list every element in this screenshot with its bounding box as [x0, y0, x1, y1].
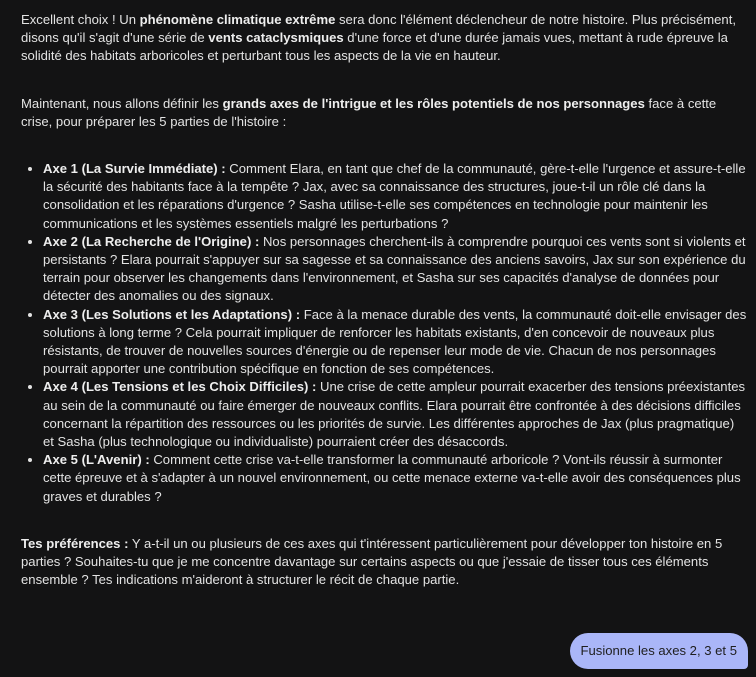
axes-intro-bold: grands axes de l'intrigue et les rôles potentiels de nos personnages: [222, 95, 645, 111]
axis-text: Face à la menace durable des vents, la communauté doit-elle envisager des solutions à long terme ? Cela pourrait impliquer de renforcer les habitats existants, d'en concevoir de nouveaux plus résistants, de trouver de nouvelles sources d'énergie ou de repenser leur mode de vie. Chacun de nos personnages pourrait apporter une contribution spécifique en fonction de ses compétences.: [43, 306, 747, 377]
user-message-container: [570, 633, 749, 669]
list-item: [43, 378, 747, 451]
list-item: [43, 160, 747, 233]
axes-intro-text-1: Maintenant, nous allons définir les: [21, 95, 223, 111]
axis-text: Nos personnages cherchent-ils à comprendre pourquoi ces vents sont si violents et persistants ? Elara pourrait s'appuyer sur sa sagesse et sa connaissance des anciens savoirs, Jax sur son expérience du terrain pour observer les changements dans l'environnement, et Sasha sur ses capacités d'analyse de données pour détecter des anomalies ou des signaux.: [43, 233, 746, 304]
intro-bold-1: phénomène climatique extrême: [139, 12, 336, 27]
list-item: [43, 306, 747, 379]
axis-text: Comment cette crise va-t-elle transformer la communauté arboricole ? Vont-ils réussir à surmonter cette épreuve et à s'adapter à un nouvel environnement, ou cette menace externe va-t-elle avoir des conséquences plus graves et durables ?: [43, 452, 741, 504]
user-message-bubble[interactable]: Fusionne les axes 2, 3 et 5: [570, 633, 749, 669]
intro-text-1: Excellent choix ! Un: [21, 12, 140, 27]
axis-title: Axe 4 (Les Tensions et les Choix Difficiles) :: [43, 379, 317, 395]
axes-intro-paragraph: [21, 95, 747, 131]
assistant-response: [21, 11, 747, 589]
preferences-bold: Tes préférences :: [21, 535, 129, 551]
list-item: [43, 451, 747, 506]
axis-text: Une crise de cette ampleur pourrait exacerber des tensions préexistantes au sein de la communauté ou faire émerger de nouveaux conflits. Elara pourrait être confrontée à des décisions difficiles concernant la répartition des ressources ou les priorités de survie. Les différentes approches de Jax (plus pragmatique) et Sasha (plus technologique ou individualiste) pourraient créer des désaccords.: [43, 379, 746, 450]
intro-text-3: d'une force et d'une durée jamais vues, mettant à rude épreuve la solidité des habitats arboricoles et perturbant tous les aspects de la vie en hauteur.: [21, 30, 728, 64]
preferences-text: Y a-t-il un ou plusieurs de ces axes qui t'intéressent particulièrement pour développer ton histoire en 5 parties ? Souhaites-tu que je me concentre davantage sur certains aspects ou que j'essaie de tisser tous ces éléments ensemble ? Tes indications m'aideront à structurer le récit de chaque partie.: [21, 535, 723, 588]
axis-text: Comment Elara, en tant que chef de la communauté, gère-t-elle l'urgence et assure-t-elle la sécurité des habitants face à la tempête ? Jax, avec sa connaissance des structures, joue-t-il un rôle clé dans la consolidation et les réparations d'urgence ? Sasha utilise-t-elle ses compétences en technologie pour maintenir les communications et les systèmes essentiels malgré les perturbations ?: [43, 161, 746, 231]
axis-title: Axe 2 (La Recherche de l'Origine) :: [43, 233, 260, 249]
axes-intro-text-2: face à cette crise, pour préparer les 5 parties de l'histoire :: [21, 95, 717, 129]
axis-title: Axe 1 (La Survie Immédiate) :: [43, 161, 226, 177]
list-item: [43, 233, 747, 306]
axis-title: Axe 3 (Les Solutions et les Adaptations) :: [43, 306, 301, 322]
preferences-paragraph: [21, 535, 747, 590]
axes-list: [21, 160, 747, 506]
intro-bold-2: vents cataclysmiques: [208, 30, 344, 46]
intro-paragraph: [21, 11, 747, 66]
axis-title: Axe 5 (L'Avenir) :: [43, 452, 150, 468]
intro-text-2: sera donc l'élément déclencheur de notre histoire. Plus précisément, disons qu'il s'agit d'une série de: [21, 12, 736, 46]
